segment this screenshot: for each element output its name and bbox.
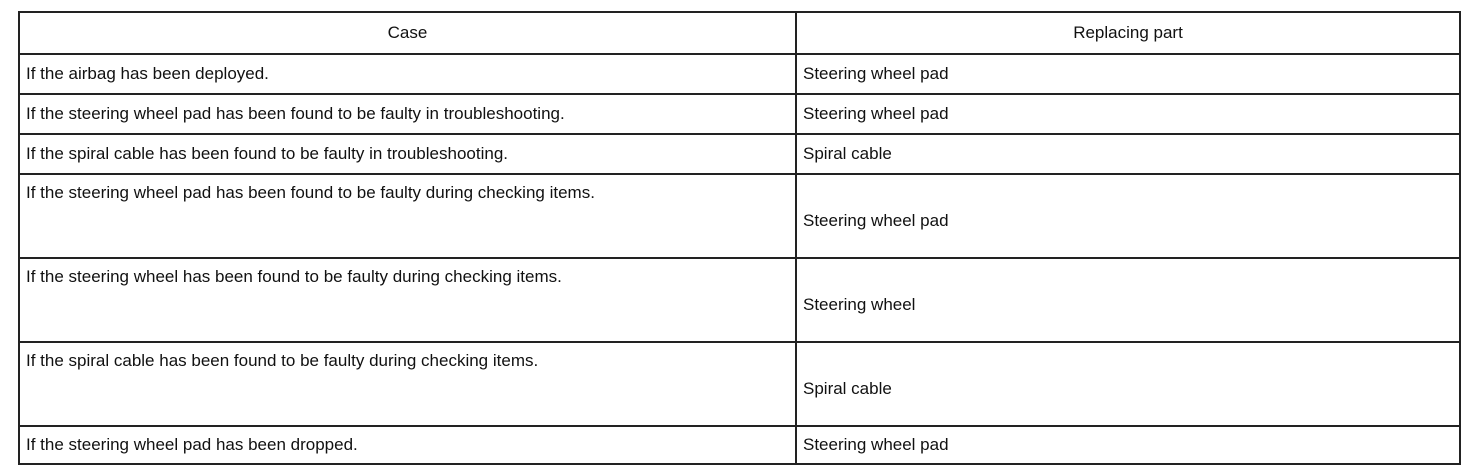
case-cell: If the spiral cable has been found to be faulty in troubleshooting. [19,134,796,174]
header-row [19,12,1460,54]
table-row [19,174,1460,258]
case-cell: If the steering wheel pad has been found to be faulty in troubleshooting. [19,94,796,134]
case-cell: If the steering wheel pad has been dropped. [19,426,796,464]
table-row [19,342,1460,426]
case-cell: If the steering wheel pad has been found to be faulty during checking items. [19,174,796,258]
part-cell: Spiral cable [796,342,1460,426]
table-header [19,12,1460,54]
part-cell: Steering wheel pad [796,174,1460,258]
header-case: Case [19,12,796,54]
table-row [19,426,1460,464]
replacement-table [18,11,1461,465]
case-cell: If the spiral cable has been found to be faulty during checking items. [19,342,796,426]
case-cell: If the airbag has been deployed. [19,54,796,94]
case-cell: If the steering wheel has been found to be faulty during checking items. [19,258,796,342]
header-replacing-part: Replacing part [796,12,1460,54]
table-row [19,258,1460,342]
table-row [19,94,1460,134]
part-cell: Steering wheel pad [796,54,1460,94]
part-cell: Steering wheel pad [796,426,1460,464]
part-cell: Spiral cable [796,134,1460,174]
part-cell: Steering wheel [796,258,1460,342]
part-cell: Steering wheel pad [796,94,1460,134]
table-row [19,134,1460,174]
table-body [19,54,1460,464]
table-row [19,54,1460,94]
